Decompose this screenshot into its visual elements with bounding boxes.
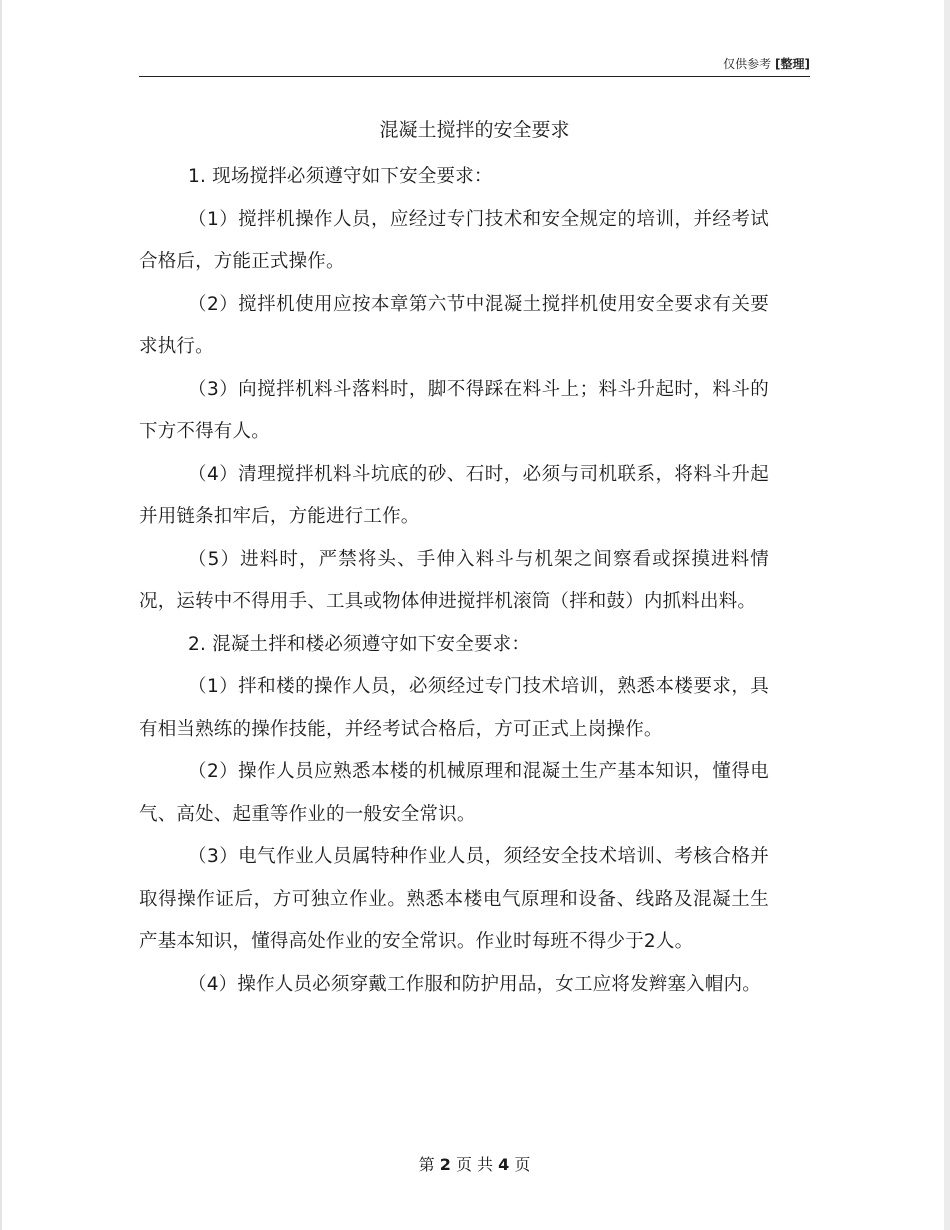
body-paragraph: （1）拌和楼的操作人员，必须经过专门技术培训，熟悉本楼要求，具有相当熟练的操作技能，并经考试合格后，方可正式上岗操作。 (139, 676, 769, 740)
body-paragraph: （1）搅拌机操作人员，应经过专门技术和安全规定的培训，并经考试合格后，方能正式操作。 (139, 208, 769, 272)
body-paragraph: （4）清理搅拌机料斗坑底的砂、石时，必须与司机联系，将料斗升起并用链条扣牢后，方能进行工作。 (139, 463, 769, 527)
body-paragraph: （2）操作人员应熟悉本楼的机械原理和混凝土生产基本知识，懂得电气、高处、起重等作业的一般安全常识。 (139, 761, 769, 825)
document-body (139, 156, 769, 1006)
page-header (139, 54, 810, 77)
page-number-suffix: 页 (514, 1155, 531, 1174)
header-note: 仅供参考 (723, 57, 772, 71)
header-bracket-tag: [整理] (775, 57, 810, 71)
body-paragraph: （4）操作人员必须穿戴工作服和防护用品，女工应将发辫塞入帽内。 (188, 973, 761, 995)
page-number-mid: 页 共 (455, 1155, 494, 1174)
page-number-total: 4 (498, 1155, 510, 1174)
body-paragraph: （3）向搅拌机料斗落料时，脚不得踩在料斗上；料斗升起时，料斗的下方不得有人。 (139, 378, 769, 442)
document-title: 混凝土搅拌的安全要求 (379, 119, 570, 141)
section-heading: 1. 现场搅拌必须遵守如下安全要求： (188, 166, 493, 187)
body-paragraph: （2）搅拌机使用应按本章第六节中混凝土搅拌机使用安全要求有关要求执行。 (139, 293, 769, 357)
page-footer (139, 1153, 810, 1177)
section-heading: 2. 混凝土拌和楼必须遵守如下安全要求： (188, 633, 531, 655)
body-paragraph: （3）电气作业人员属特种作业人员，须经安全技术培训、考核合格并取得操作证后，方可独立作业。熟悉本楼电气原理和设备、线路及混凝土生产基本知识，懂得高处作业的安全常识。作业时每班不得少于2人。 (139, 846, 769, 952)
body-paragraph: （5）进料时，严禁将头、手伸入料斗与机架之间察看或探摸进料情况，运转中不得用手、工具或物体伸进搅拌机滚筒（拌和鼓）内抓料出料。 (139, 548, 769, 612)
page-number-prefix: 第 (418, 1155, 435, 1174)
page-number-current: 2 (439, 1155, 451, 1174)
